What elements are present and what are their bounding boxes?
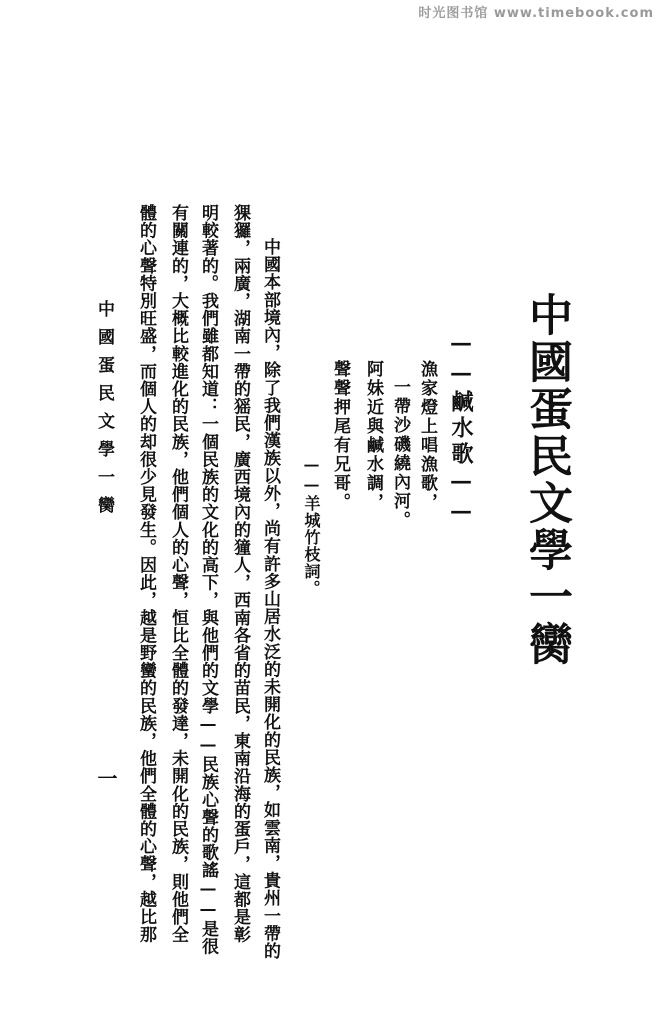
site-watermark: 时光图书馆 www.timebook.com	[418, 6, 654, 21]
page-title: 中國蛋民文學一臠	[521, 292, 572, 668]
attribution: ——羊城竹枝詞。	[302, 455, 321, 597]
body-column: 明較著的。我們雖都知道：一個民族的文化的高下，與他們的文學——民族心聲的歌謠——是很	[198, 204, 218, 956]
body-column: 中國本部境內，除了我們漢族以外，尚有許多山居水泛的未開化的民族，如雲南，貴州一帶的	[260, 238, 280, 960]
running-title: 中國蛋民文學一臠	[94, 300, 114, 524]
poem-line: 聲聲押尾有兄哥。	[330, 360, 350, 512]
body-column: 猓玀，兩廣，湖南一帶的猺民，廣西境內的獞人，西南各省的苗民，東南沿海的蛋戶，這都是彰	[230, 204, 250, 944]
poem-line: 阿妹近與鹹水調，	[363, 360, 383, 512]
body-column: 有關連的，大概比較進化的民族，他們個人的心聲，恒比全體的發達，未開化的民族，則他們全	[168, 204, 188, 944]
body-column: 體的心聲特別旺盛，而個人的却很少見發生。因此，越是野蠻的民族，他們全體的心聲，越比那	[136, 204, 156, 944]
page-number: 一	[94, 768, 118, 788]
poem-line: 漁家燈上唱漁歌，	[417, 360, 437, 512]
subtitle: ——鹹水歌——	[448, 330, 474, 528]
poem-line: 一帶沙磯繞內河。	[390, 378, 410, 530]
